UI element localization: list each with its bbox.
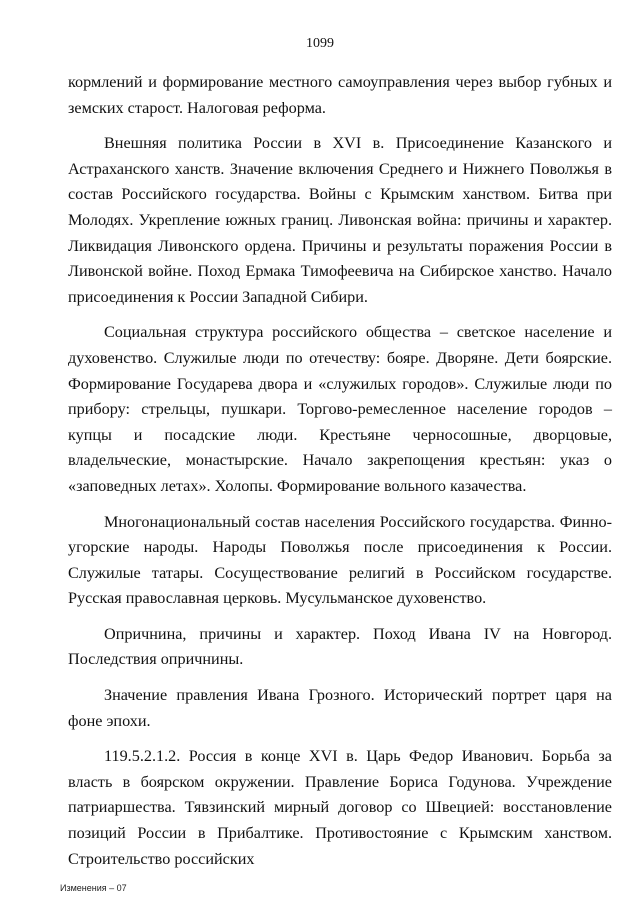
paragraph-late-xvi: 119.5.2.1.2. Россия в конце XVI в. Царь Федор Иванович. Борьба за власть в боярском окружении. Правление Бориса Годунова. Учреждение патриаршества. Тявзинский мирный договор со Швецией: восстановление позиций России в Прибалтике. Противостояние с Крымским ханством. Строительство российских	[68, 747, 612, 868]
paragraph-social-structure: Социальная структура российского общества – светское население и духовенство. Служилые люди по отечеству: бояре. Дворяне. Дети боярские. Формирование Государева двора и «служилых городов». Служилые люди по прибору: стрельцы, пушкари. Торгово-ремесленное население городов – купцы и посадские люди. Крестьяне черносошные, дворцовые, владельческие, монастырские. Начало закрепощения крестьян: указ о «заповедных летах». Холопы. Формирование вольного казачества.	[68, 323, 612, 495]
footer-revision-note: Изменения – 07	[60, 883, 127, 893]
paragraph-foreign-policy: Внешняя политика России в XVI в. Присоединение Казанского и Астраханского ханств. Значение включения Среднего и Нижнего Поволжья в состав Российского государства. Войны с Крымским ханством. Битва при Молодях. Укрепление южных границ. Ливонская война: причины и характер. Ликвидация Ливонского ордена. Причины и результаты поражения России в Ливонской войне. Поход Ермака Тимофеевича на Сибирское ханство. Начало присоединения к России Западной Сибири.	[68, 134, 612, 306]
body-text	[68, 70, 612, 882]
paragraph-multinational: Многонациональный состав населения Российского государства. Финно-угорские народы. Народы Поволжья после присоединения к России. Служилые татары. Сосуществование религий в Российском государстве. Русская православная церковь. Мусульманское духовенство.	[68, 512, 612, 608]
page-number: 1099	[306, 36, 334, 51]
paragraph-continued: кормлений и формирование местного самоуправления через выбор губных и земских старост. Налоговая реформа.	[68, 73, 612, 117]
paragraph-oprichnina: Опричнина, причины и характер. Поход Ивана IV на Новгород. Последствия опричнины.	[68, 624, 612, 669]
paragraph-ivan-significance: Значение правления Ивана Грозного. Исторический портрет царя на фоне эпохи.	[68, 686, 612, 730]
